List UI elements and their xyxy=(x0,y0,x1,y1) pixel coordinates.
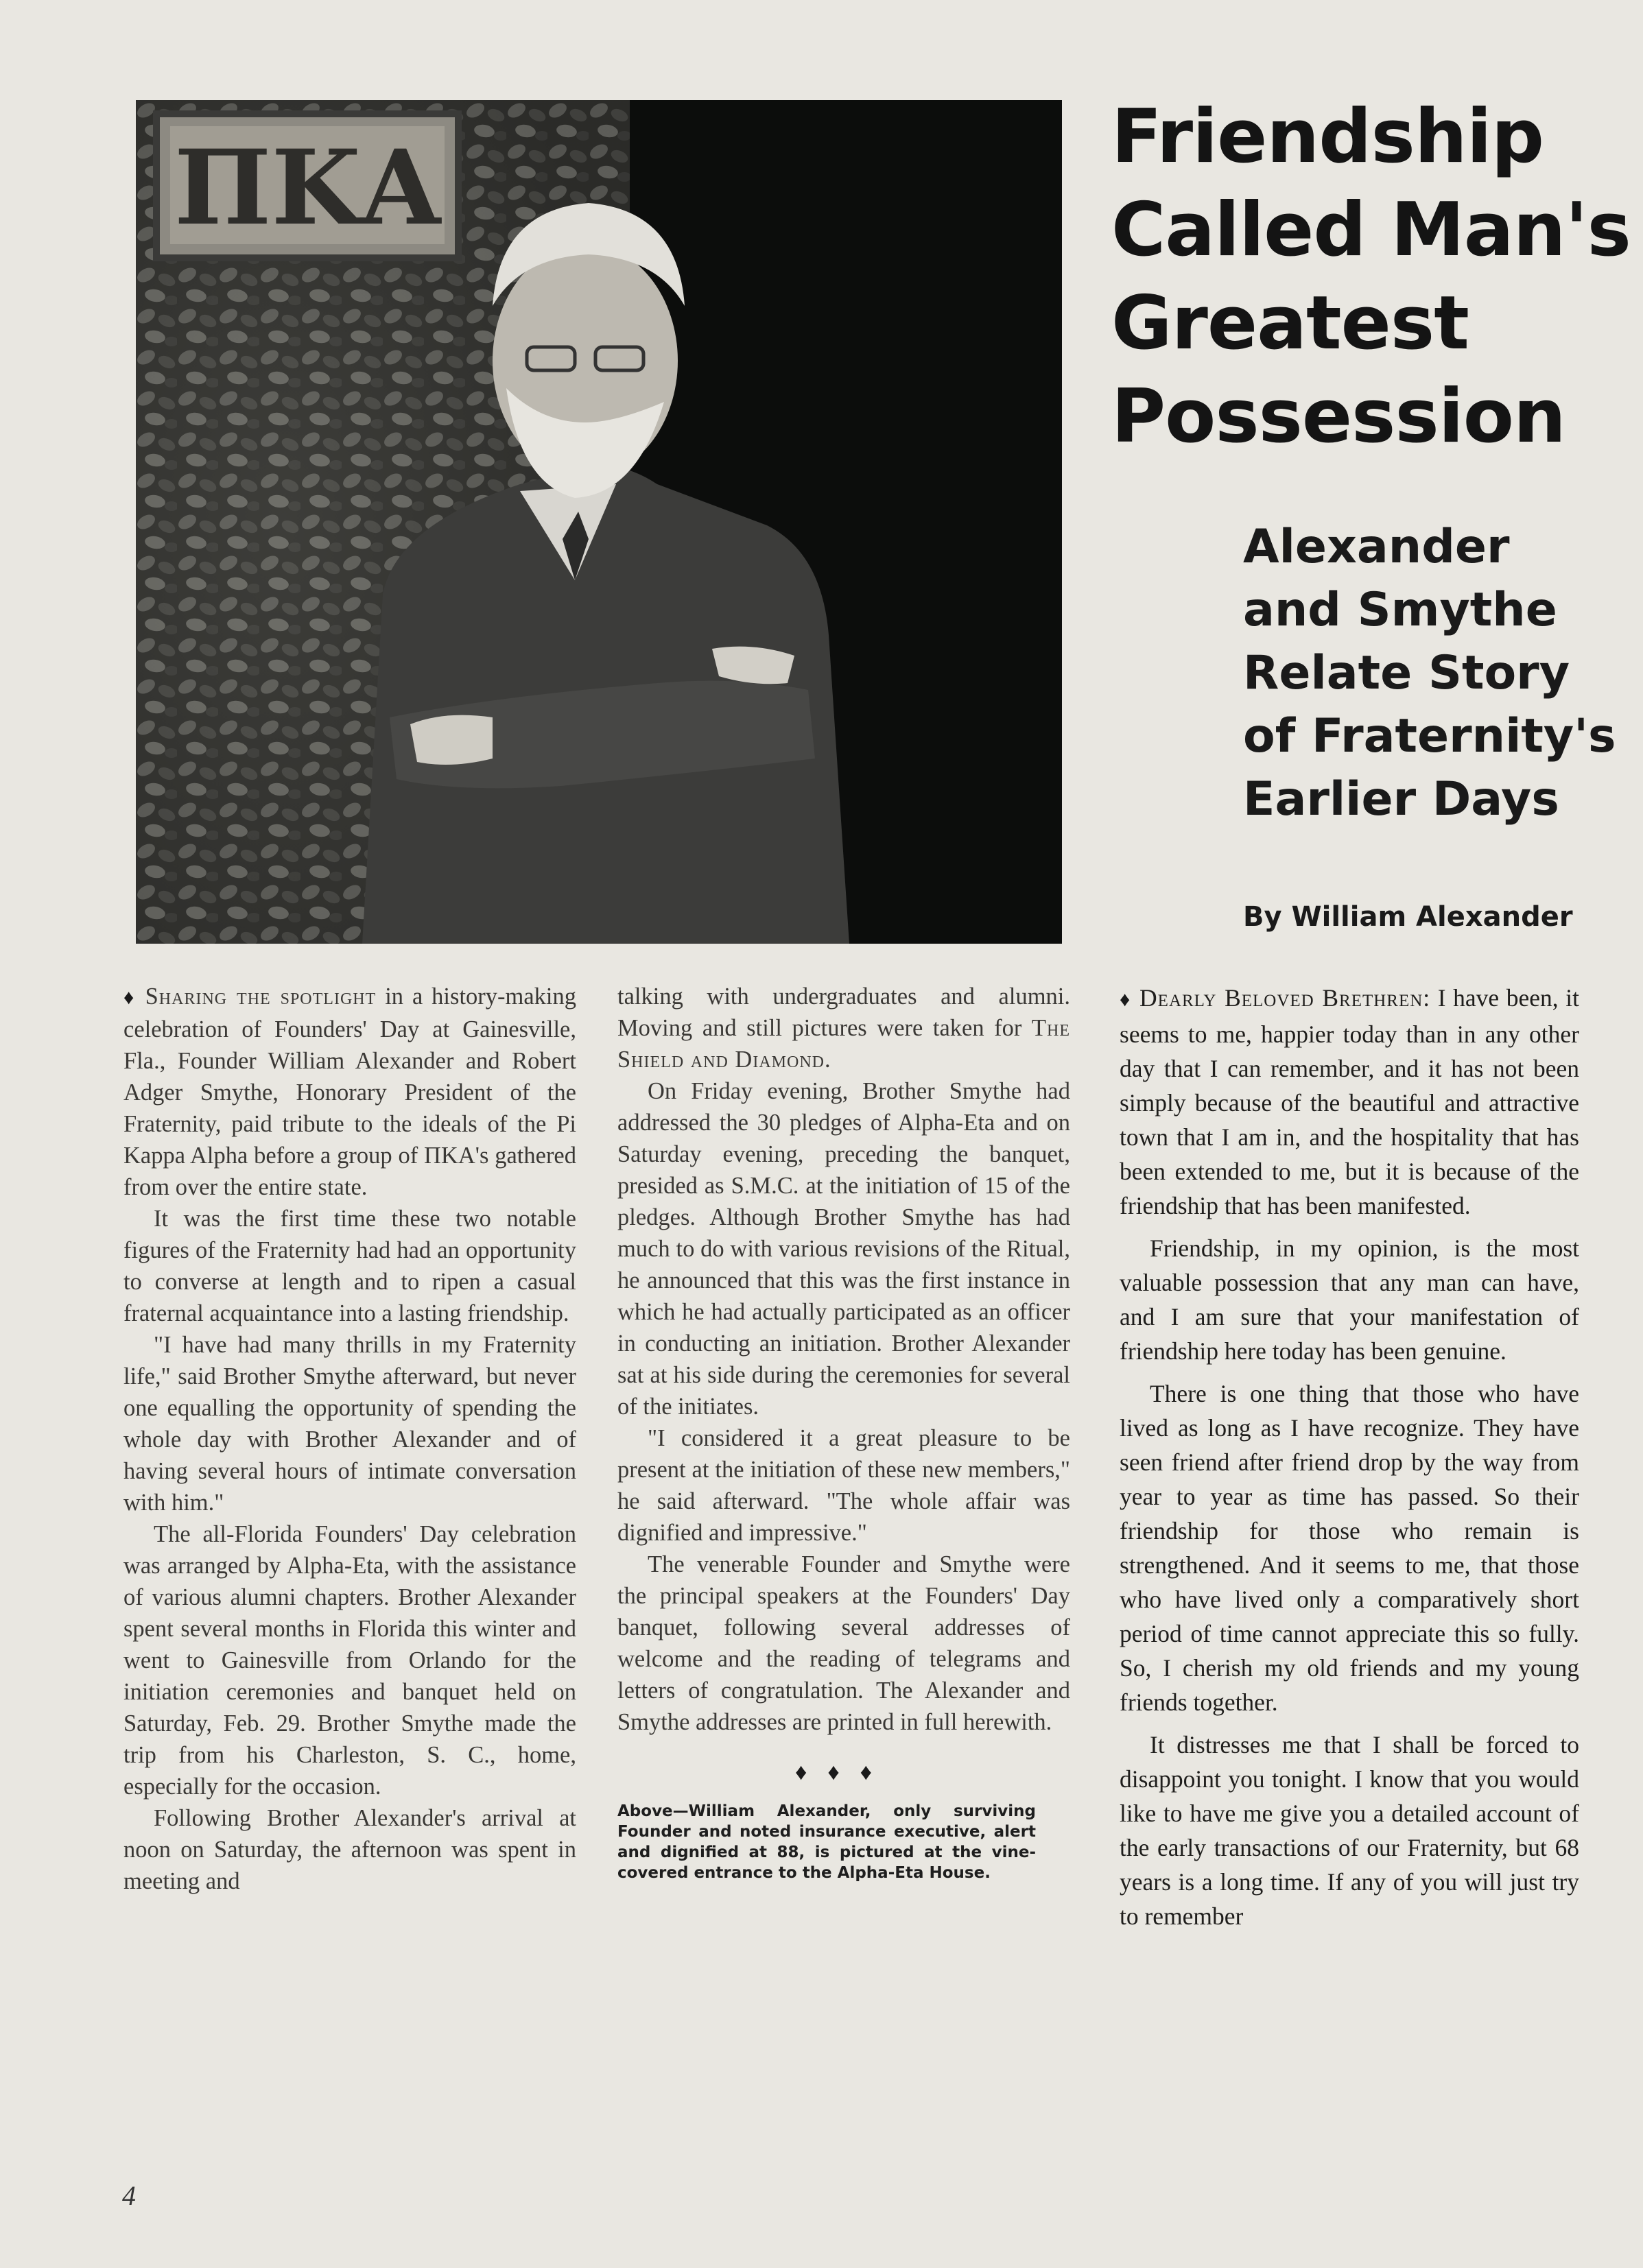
diamond-divider-icon: ♦♦♦ xyxy=(794,1760,893,1785)
subtitle-line: Relate Story xyxy=(1243,646,1570,700)
paragraph: There is one thing that those who have lived as long as I have recognize. They have seen friend after friend drop by the way from year to year as time has passed. So their friendship for those who remain is strengthened. And it seems to me, that those who have lived only a comparatively short period of time cannot appreciate this so fully. So, I cherish my old friends and my young friends together. xyxy=(1120,1380,1579,1716)
paragraph: It distresses me that I shall be forced to disappoint you tonight. I know that you would like to have me give you a detailed account of the early transactions of our Fraternity, but 68 years is a long time. If any of you will just try to remember xyxy=(1120,1731,1579,1930)
article-subtitle xyxy=(1243,516,1614,831)
column-1 xyxy=(123,981,576,1897)
paragraph-text: talking with undergraduates and alumni. Moving and still pictures were taken for xyxy=(617,983,1070,1041)
lead-in-caps: Sharing the spotlight xyxy=(145,983,377,1010)
portrait-photo xyxy=(136,100,1062,944)
title-line: Possession xyxy=(1111,374,1565,459)
paragraph: It was the first time these two notable figures of the Fraternity had had an opportunity to converse at length and to ripen a casual fraternal acquaintance into a lasting friendship. xyxy=(123,1206,576,1326)
paragraph: Following Brother Alexander's arrival at noon on Saturday, the afternoon was spent in meeting and xyxy=(123,1805,576,1894)
column-3 xyxy=(1120,981,1579,1942)
paragraph-text: I have been, it seems to me, happier today than in any other day that I can remember, and it has not been simply because of the beautiful and attractive town that I am in, and the hospitality that has been extended to me, but it is because of the friendship that has been manifested. xyxy=(1120,984,1579,1219)
article-title xyxy=(1111,91,1631,464)
paragraph: "I have had many thrills in my Fraternity life," said Brother Smythe afterward, but never one equalling the opportunity of spending the whole day with Brother Alexander and of having several hours of intimate conversation with him." xyxy=(123,1332,576,1516)
subtitle-line: Earlier Days xyxy=(1243,772,1559,826)
magazine-name: The Shield and Diamond xyxy=(617,1015,1070,1073)
subtitle-line: Alexander xyxy=(1243,520,1510,574)
column-2 xyxy=(617,981,1070,1883)
title-line: Greatest xyxy=(1111,280,1469,366)
portrait-illustration xyxy=(136,100,1062,944)
paragraph: The venerable Founder and Smythe were the principal speakers at the Founders' Day banquet, following several addresses of welcome and the reading of telegrams and letters of congratulation. The Alexander and Smythe addresses are printed in full herewith. xyxy=(617,1551,1070,1735)
paragraph xyxy=(617,981,1070,1075)
diamond-bullet-icon: ♦ xyxy=(123,986,137,1009)
title-line: Friendship xyxy=(1111,94,1544,180)
page-number: 4 xyxy=(122,2180,136,2211)
paragraph: "I considered it a great pleasure to be present at the initiation of these new members," he said afterward. "The whole affair was dignified and impressive." xyxy=(617,1425,1070,1546)
byline: By William Alexander xyxy=(1243,901,1573,933)
paragraph: Friendship, in my opinion, is the most valuable possession that any man can have, and I am sure that your manifestation of friendship here today has been genuine. xyxy=(1120,1234,1579,1365)
paragraph-end: . xyxy=(825,1047,831,1073)
subtitle-line: of Fraternity's xyxy=(1243,709,1616,763)
sign-text: ΠΚΑ xyxy=(174,128,441,248)
paragraph: On Friday evening, Brother Smythe had addressed the 30 pledges of Alpha-Eta and on Saturday evening, preceding the banquet, presided as S.M.C. at the initiation of 15 of the pledges. Although Brother Smythe has had much to do with various revisions of the Ritual, he announced that this was the first instance in which he had actually participated as an officer in conducting an initiation. Brother Alexander sat at his side during the ceremonies for several of the initiates. xyxy=(617,1078,1070,1420)
diamond-bullet-icon: ♦ xyxy=(1120,988,1132,1011)
photo-caption: Above—William Alexander, only surviving Founder and noted insurance executive, alert and dignified at 88, is pictured at the vine-covered entrance to the Alpha-Eta House. xyxy=(617,1802,1036,1882)
paragraph-text: in a history-making celebration of Founders' Day at Gainesville, Fla., Founder William Alexander and Robert Adger Smythe, Honorary President of the Fraternity, paid tribute to the ideals of the Pi Kappa Alpha before a group of ΠΚΑ's gathered from over the entire state. xyxy=(123,983,576,1200)
paragraph xyxy=(123,981,576,1203)
subtitle-line: and Smythe xyxy=(1243,583,1557,637)
paragraph: The all-Florida Founders' Day celebration was arranged by Alpha-Eta, with the assistance of various alumni chapters. Brother Alexander spent several months in Florida this winter and went to Gainesville from Orlando for the initiation ceremonies and banquet held on Saturday, Feb. 29. Brother Smythe made the trip from his Charleston, S. C., home, especially for the occasion. xyxy=(123,1521,576,1800)
title-line: Called Man's xyxy=(1111,187,1631,273)
paragraph xyxy=(1120,981,1579,1223)
salutation: Dearly Beloved Brethren: xyxy=(1139,984,1431,1012)
